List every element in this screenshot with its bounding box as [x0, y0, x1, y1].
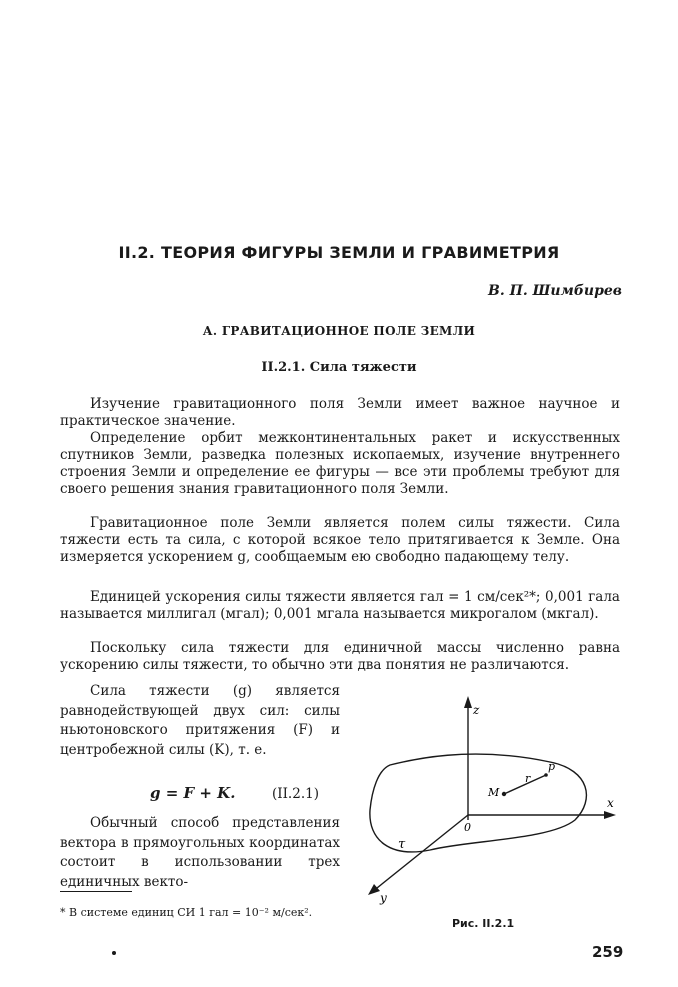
x-label: x — [607, 796, 614, 810]
z-arrow-icon — [464, 696, 472, 708]
paragraph-4: Единицей ускорения силы тяжести является гал = 1 см/сек²*; 0,001 гала называется миллигал (мгал); 0,001 мгала называется микрогалом (мкгал). — [60, 589, 620, 622]
tau-label: τ — [398, 837, 406, 852]
point-p-label: p — [548, 760, 556, 773]
point-m-label: M — [488, 786, 500, 799]
y-axis-line — [372, 815, 468, 892]
paragraph-2: Определение орбит межконтинентальных ракет и искусственных спутников Земли, разведка полезных ископаемых, изучение внутреннего строения Земли и определение ее фигуры — все эти проблемы требуют для своего решения знания гравитационного поля Земли. — [60, 430, 620, 497]
point-p-dot — [544, 773, 548, 777]
footnote: * В системе единиц СИ 1 гал = 10⁻² м/сек². — [60, 906, 313, 919]
radius-label: r — [525, 772, 531, 785]
y-arrow-icon — [368, 884, 380, 895]
column-text-1: Сила тяжести (g) является равнодействующей двух сил: силы ньютоновского притяжения (F) и центробежной силы (K), т. е. — [60, 683, 340, 758]
page-mark-dot — [112, 951, 116, 955]
figure-caption: Рис. II.2.1 — [452, 917, 515, 930]
subsection-title: II.2.1. Сила тяжести — [261, 360, 417, 375]
z-label: z — [473, 703, 480, 717]
page-number: 259 — [592, 943, 624, 961]
footnote-divider — [60, 891, 132, 892]
paragraph-1: Изучение гравитационного поля Земли имеет важное научное и практическое значение. — [60, 396, 620, 429]
figure-coordinate-diagram — [350, 690, 620, 910]
author: В. П. Шимбирев — [488, 283, 622, 299]
formula-number: (II.2.1) — [272, 786, 319, 802]
formula: g = F + K. — [150, 784, 236, 802]
origin-label: 0 — [464, 821, 471, 834]
section-title: А. ГРАВИТАЦИОННОЕ ПОЛЕ ЗЕМЛИ — [202, 324, 476, 338]
point-m-dot — [502, 792, 506, 796]
paragraph-5: Поскольку сила тяжести для единичной массы численно равна ускорению силы тяжести, то обычно эти два понятия не различаются. — [60, 640, 620, 673]
paragraph-3: Гравитационное поле Земли является полем силы тяжести. Сила тяжести есть та сила, с которой всякое тело притягивается к Земле. Она измеряется ускорением g, сообщаемым ею свободно падающему телу. — [60, 515, 620, 565]
x-arrow-icon — [604, 811, 616, 819]
chapter-title: II.2. ТЕОРИЯ ФИГУРЫ ЗЕМЛИ И ГРАВИМЕТРИЯ — [118, 243, 560, 262]
y-label: y — [380, 891, 387, 905]
column-text-2: Обычный способ представления вектора в прямоугольных координатах состоит в использовании трех единичных векто- — [60, 815, 340, 890]
